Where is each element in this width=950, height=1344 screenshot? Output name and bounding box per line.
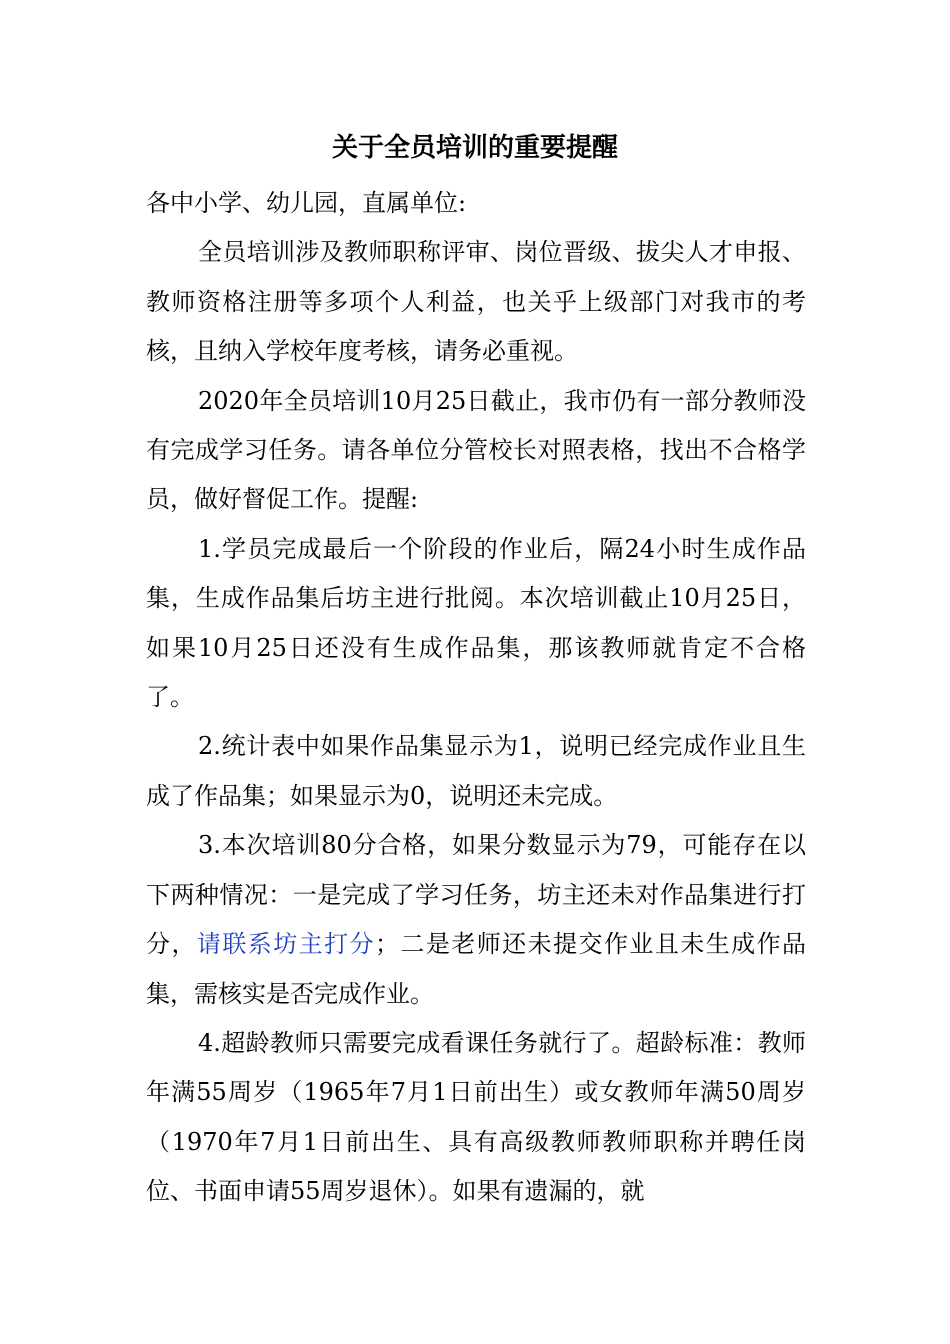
document-title: 关于全员培训的重要提醒	[331, 133, 618, 163]
reminder-item-3-text-after: ；二是老师还未提交作业且未生成作品集，需核实是否完成作业。	[146, 930, 807, 1008]
contact-moderator-highlight: 请联系坊主打分	[196, 930, 375, 959]
reminder-item-3	[146, 821, 806, 1019]
reminder-item-1: 1.学员完成最后一个阶段的作业后，隔24小时生成作品集，生成作品集后坊主进行批阅。本次培训截止10月25日，如果10月25日还没有生成作品集，那该教师就肯定不合格了。	[146, 534, 806, 712]
reminder-item-2: 2.统计表中如果作品集显示为1，说明已经完成作业且生成了作品集；如果显示为0，说明还未完成。	[146, 732, 806, 810]
salutation: 各中小学、幼儿园，直属单位:	[146, 189, 467, 217]
paragraph-importance: 全员培训涉及教师职称评审、岗位晋级、拔尖人才申报、教师资格注册等多项个人利益，也关乎上级部门对我市的考核，且纳入学校年度考核，请务必重视。	[146, 238, 806, 366]
reminder-item-4: 4.超龄教师只需要完成看课任务就行了。超龄标准：教师年满55周岁（1965年7月1日前出生）或女教师年满50周岁（1970年7月1日前出生、具有高级教师教师职称并聘任岗位、书面申请55周岁退休）。如果有遗漏的，就	[146, 1028, 806, 1206]
paragraph-deadline: 2020年全员培训10月25日截止，我市仍有一部分教师没有完成学习任务。请各单位分管校长对照表格，找出不合格学员，做好督促工作。提醒:	[146, 386, 806, 514]
reminder-item-3-text-before: 3.本次培训80分合格，如果分数显示为79，可能存在以下两种情况：一是完成了学习任务，坊主还未对作品集进行打分，	[146, 831, 806, 959]
document-body	[146, 179, 806, 1217]
